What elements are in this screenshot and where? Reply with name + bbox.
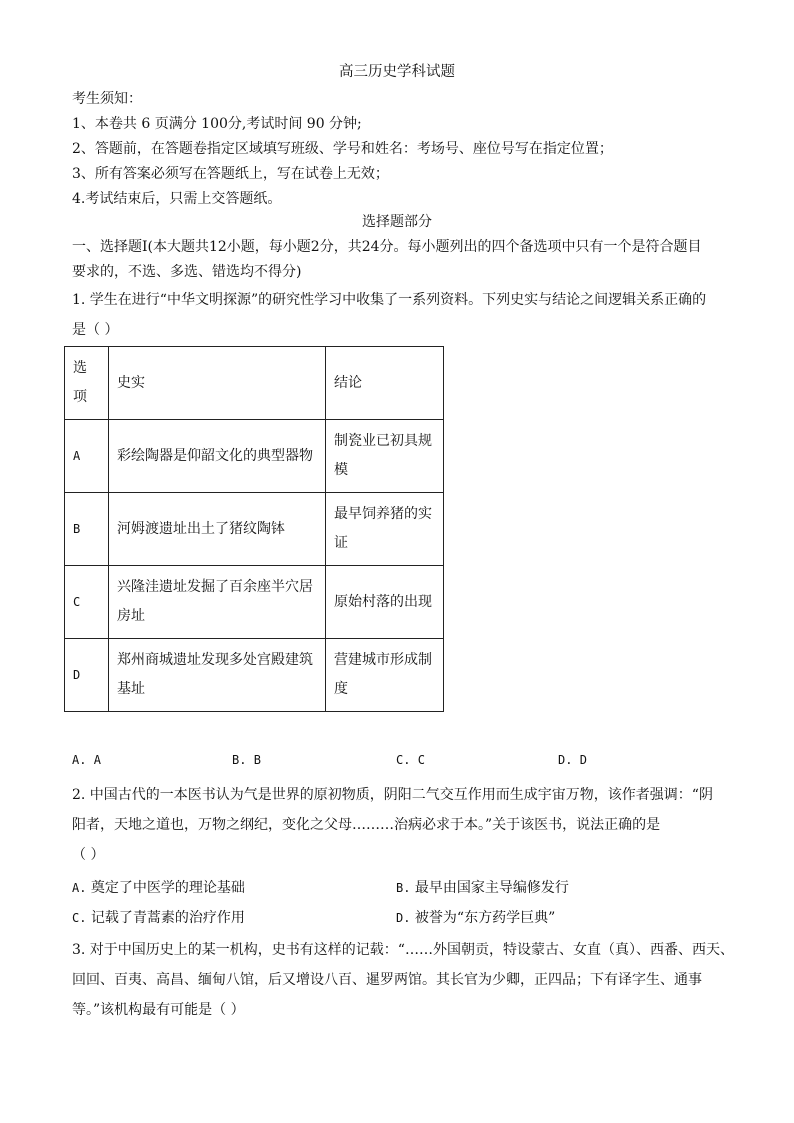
notice-item: 2、答题前，在答题卷指定区域填写班级、学号和姓名：考场号、座位号写在指定位置； (72, 141, 613, 157)
option-table (64, 346, 444, 712)
answer-option-a[interactable]: A. A (72, 753, 101, 767)
fact-cell: 郑州商城遗址发现多处宫殿建筑 基址 (109, 639, 326, 712)
option-key-cell: C (65, 566, 109, 639)
conclusion-cell: 制瓷业已初具规 模 (326, 420, 444, 493)
fact-cell: 彩绘陶器是仰韶文化的典型器物 (109, 420, 326, 493)
header-cell: 结论 (326, 347, 444, 420)
conclusion-cell: 原始村落的出现 (326, 566, 444, 639)
choice-a[interactable]: A. 奠定了中医学的理论基础 (72, 880, 245, 896)
question-stem: 回回、百夷、高昌、缅甸八馆，后又增设八百、暹罗两馆。其长官为少卿，正四品；下有译字生、通事 (72, 972, 702, 988)
choice-b[interactable]: B. 最早由国家主导编修发行 (396, 880, 569, 896)
question-stem: 是（ ） (72, 322, 119, 338)
notice-heading: 考生须知： (72, 91, 142, 107)
part-intro: 要求的，不选、多选、错选均不得分) (72, 264, 302, 280)
question-stem: 1. 学生在进行“中华文明探源”的研究性学习中收集了一系列资料。下列史实与结论之间逻辑关系正确的 (72, 292, 707, 308)
notice-item: 1、本卷共 6 页满分 100分,考试时间 90 分钟; (72, 116, 362, 132)
answer-option-d[interactable]: D. D (558, 753, 587, 767)
question-stem: 3. 对于中国历史上的某一机构，史书有这样的记载：“……外国朝贡，特设蒙古、女直（真）、西番、西天、 (72, 942, 734, 958)
header-cell: 选 项 (65, 347, 109, 420)
notice-item: 4.考试结束后，只需上交答题纸。 (72, 191, 282, 207)
table-header-row (65, 347, 444, 420)
fact-cell: 兴隆洼遗址发掘了百余座半穴居 房址 (109, 566, 326, 639)
table-row (65, 420, 444, 493)
question-stem: 等。”该机构最有可能是（ ） (72, 1002, 245, 1018)
option-key-cell: D (65, 639, 109, 712)
choice-d[interactable]: D. 被誉为“东方药学巨典” (396, 910, 556, 926)
answer-option-c[interactable]: C. C (396, 753, 425, 767)
choice-c[interactable]: C. 记载了青蒿素的治疗作用 (72, 910, 245, 926)
notice-item: 3、所有答案必须写在答题纸上，写在试卷上无效； (72, 166, 389, 182)
question-stem: 阳者，天地之道也，万物之纲纪，变化之父母………治病必求于本。”关于该医书，说法正确的是 (72, 817, 661, 833)
table-row (65, 639, 444, 712)
answer-option-b[interactable]: B. B (232, 753, 261, 767)
page-title: 高三历史学科试题 (339, 64, 455, 80)
part-intro: 一、选择题Ⅰ(本大题共12小题，每小题2分，共24分。每小题列出的四个备选项中只有一个是符合题目 (72, 239, 702, 255)
conclusion-cell: 最早饲养猪的实 证 (326, 493, 444, 566)
header-cell: 史实 (109, 347, 326, 420)
fact-cell: 河姆渡遗址出土了猪纹陶钵 (109, 493, 326, 566)
option-key-cell: A (65, 420, 109, 493)
question-stem: （ ） (72, 847, 105, 863)
option-key-cell: B (65, 493, 109, 566)
table-row (65, 566, 444, 639)
section-title: 选择题部分 (362, 214, 432, 230)
table-row (65, 493, 444, 566)
conclusion-cell: 营建城市形成制 度 (326, 639, 444, 712)
question-stem: 2. 中国古代的一本医书认为气是世界的原初物质，阴阳二气交互作用而生成宇宙万物，该作者强调：“阴 (72, 787, 713, 803)
